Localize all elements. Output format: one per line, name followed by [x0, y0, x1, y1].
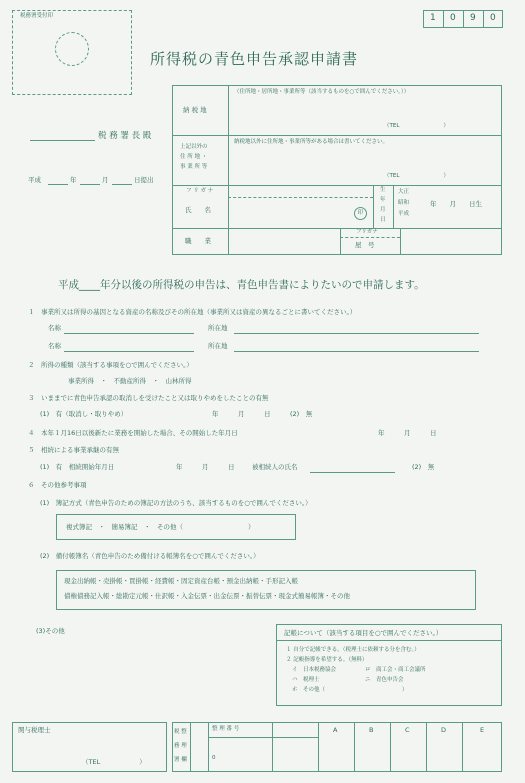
processing-column-a: A [333, 726, 338, 734]
inheritance-date[interactable]: 年 月 日 [176, 463, 235, 471]
noze-label: 納 税 地 [183, 106, 207, 114]
noze-tel[interactable]: （TEL ） [384, 123, 449, 129]
guidance-suboption[interactable]: ロ 商工会・商工会議所 [365, 667, 426, 673]
business-start-date[interactable]: 年 月 日 [378, 429, 437, 437]
processing-column-c: C [405, 726, 410, 734]
section-3-heading: ３ いままでに青色申告承認の取消しを受けたこと又は取りやめをしたことの有無 [28, 394, 269, 402]
other-address-tel[interactable]: （TEL ） [384, 173, 449, 179]
tax-office-suffix: 税 務 署 長 殿 [98, 131, 152, 141]
ledger-options-box [56, 570, 476, 610]
other-address-hint: 納税地以外に住所地・事業所等がある場合は書いてください。 [234, 139, 389, 145]
office-label: 署 欄 [174, 757, 187, 763]
income-type-options[interactable]: 事業所得 ・ 不動産所得 ・ 山林所得 [68, 377, 192, 385]
revocation-date[interactable]: 年 月 日 [212, 410, 271, 418]
guidance-suboption[interactable]: イ 日本税務協会 [292, 667, 337, 673]
other-address-label: 事 業 所 等 [180, 164, 208, 170]
processing-column-e: E [480, 726, 485, 734]
section-6-heading: ６ その他参考事項 [28, 481, 87, 489]
other-address-label: 上記以外の [180, 144, 208, 150]
other-address-label: 住 所 地 ・ [180, 154, 208, 160]
processing-column-d: D [441, 726, 447, 734]
revocation-no[interactable]: (2) 無 [290, 410, 313, 418]
guidance-option[interactable]: ２ 記帳指導を希望する。（無料） [286, 657, 368, 663]
furigana-label: フ リ ガ ナ [186, 188, 214, 194]
form-number-digit: 9 [470, 13, 476, 23]
office-label: 務 理 [174, 743, 187, 749]
tax-office-field[interactable] [30, 140, 95, 141]
form-number-digit: 0 [450, 13, 456, 23]
processing-column-b: B [369, 726, 374, 734]
date-year-label: 年 [70, 176, 77, 184]
revocation-yes[interactable]: (1) 有（取消し・取りやめ） [40, 410, 128, 418]
date-month-field[interactable] [80, 184, 100, 185]
birth-label: 生 [380, 187, 386, 193]
business-name-field[interactable] [64, 333, 194, 334]
form-number-digit: 1 [430, 13, 436, 23]
inheritance-yes[interactable]: (1) 有 相続開始年月日 [40, 463, 115, 471]
yago-label: 屋 号 [355, 241, 375, 249]
bookkeeping-options[interactable]: 複式簿記 ・ 簡易簿記 ・ その他（ ） [66, 523, 255, 531]
receipt-stamp-label: 税務署受付印 [20, 13, 54, 19]
reference-number-label: 整 理 番 号 [212, 726, 240, 732]
business-location-field[interactable] [234, 351, 479, 352]
stamp-circle [55, 32, 89, 66]
business-name-field[interactable] [64, 351, 194, 352]
ledger-options-line[interactable]: 現金出納帳・売掛帳・買掛帳・経費帳・固定資産台帳・預金出納帳・手形記入帳 [64, 577, 298, 585]
form-number-digit: 0 [490, 13, 496, 23]
date-year-field[interactable] [48, 184, 68, 185]
applicant-table [172, 85, 502, 255]
yago-furigana: フリガナ [356, 229, 378, 235]
name-label: 氏 名 [185, 206, 211, 214]
birth-date-fields[interactable]: 年 月 日生 [430, 200, 482, 208]
business-name-label: 名称 [48, 342, 61, 350]
section-5-heading: ５ 相続による事業承継の有無 [28, 446, 119, 454]
guidance-option[interactable]: １ 自分で記帳できる。（税理士に依頼する分を含む。） [286, 647, 420, 653]
noze-hint: （住所地・居所地・事業所等（該当するものを○で囲んでください。）） [234, 89, 410, 95]
reference-number-zero: 0 [212, 755, 216, 761]
declaration-text: 平成____年分以後の所得税の申告は、青色申告書によりたいので申請します。 [58, 279, 425, 291]
era-option[interactable]: 平成 [398, 211, 410, 217]
occupation-label: 職 業 [185, 237, 211, 245]
seal-label: 印 [357, 209, 364, 216]
business-location-field[interactable] [234, 333, 479, 334]
guidance-suboption[interactable]: ホ その他（ ） [292, 687, 408, 693]
era-option[interactable]: 昭和 [398, 200, 410, 206]
section-4-heading: ４ 本年１月16日以後新たに業務を開始した場合、その開始した年月日 [28, 429, 238, 437]
birth-label: 月 [380, 207, 386, 213]
business-name-label: 名称 [48, 324, 61, 332]
office-label: 税 整 [174, 729, 187, 735]
tax-accountant-label: 関与税理士 [18, 726, 51, 734]
guidance-title: 記帳について（該当する項目を○で囲んでください。） [284, 629, 443, 637]
date-day-field[interactable] [112, 184, 132, 185]
inheritance-no[interactable]: (2) 無 [412, 463, 435, 471]
other-notes-heading: (3)その他 [36, 627, 65, 635]
ledger-options-line[interactable]: 債権債務記入帳・総勘定元帳・仕訳帳・入金伝票・出金伝票・振替伝票・現金式簡易帳簿・その他 [64, 592, 350, 600]
section-1-heading: １ 事業所又は所得の基因となる資産の名称及びその所在地（事業所又は資産の異なるごとに書いてください。） [28, 308, 357, 316]
business-location-label: 所在地 [208, 324, 228, 332]
date-month-label: 月 [102, 176, 109, 184]
birth-label: 日 [380, 217, 386, 223]
birth-label: 年 [380, 197, 386, 203]
business-location-label: 所在地 [208, 342, 228, 350]
decedent-name-field[interactable] [310, 472, 395, 473]
era-option[interactable]: 大正 [398, 189, 410, 195]
tax-accountant-tel[interactable]: （TEL ） [82, 758, 146, 766]
date-era: 平成 [28, 176, 41, 184]
ledger-heading: (2) 備付帳簿名（青色申告のため備付ける帳簿名を○で囲んでください。） [40, 552, 260, 560]
guidance-suboption[interactable]: ニ 青色申告会 [365, 677, 404, 683]
date-day-label: 日提出 [134, 176, 154, 184]
section-2-heading: ２ 所得の種類（該当する事項を○で囲んでください。） [28, 361, 193, 369]
guidance-suboption[interactable]: ハ 税理士 [292, 677, 320, 683]
bookkeeping-heading: (1) 簿記方式（青色申告のための簿記の方法のうち、該当するものを○で囲んでください。） [40, 499, 312, 507]
decedent-name-label: 被相続人の氏名 [252, 463, 298, 471]
form-title: 所得税の青色申告承認申請書 [150, 50, 359, 68]
